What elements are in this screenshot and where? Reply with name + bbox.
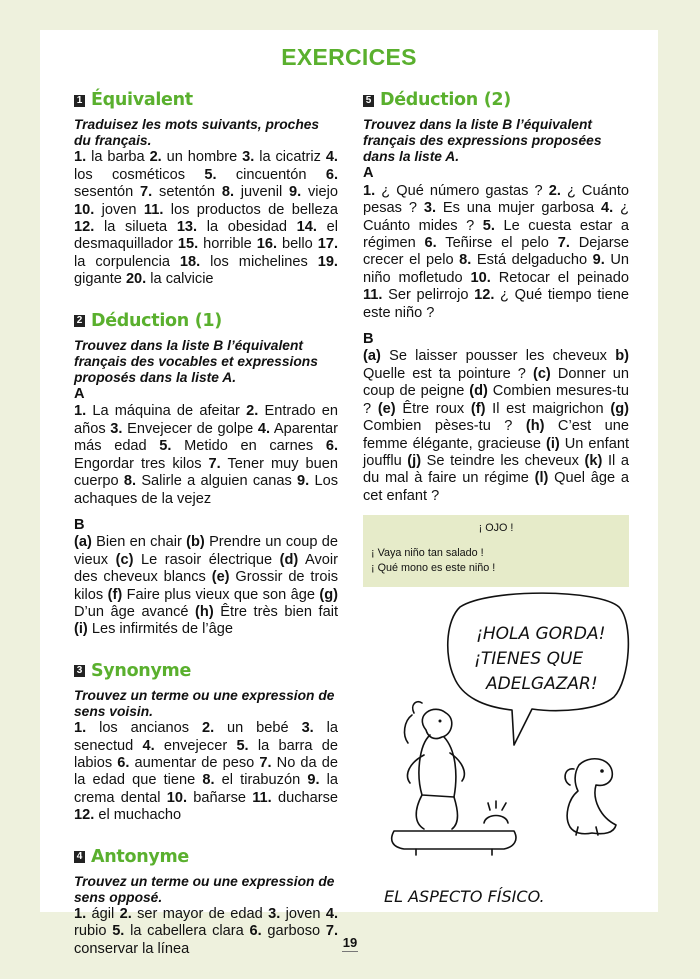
item-text: el muchacho [94, 807, 182, 824]
item-text: Envejecer de golpe [122, 420, 258, 437]
item-marker: 12. [74, 219, 95, 236]
scale [392, 831, 516, 849]
item-marker: 16. [256, 236, 278, 253]
instruction: Trouvez un terme ou une expression de sens opposé. [74, 874, 335, 905]
item-text: bello [277, 236, 318, 253]
item-text: cincuentón [216, 166, 326, 183]
item-marker: 3. [423, 200, 436, 217]
item-text: aumentar de peso [129, 754, 260, 771]
item-marker: 3. [110, 420, 123, 437]
item-text: el desmaquillador [74, 219, 338, 253]
item-marker: 5. [159, 438, 172, 455]
item-text: ¿ Qué tiempo tiene este niño ? [363, 287, 629, 321]
instruction: Trouvez dans la liste B l’équivalent français des vocables et expressions proposés dans la liste A. [74, 338, 318, 386]
exercise-list-a [74, 403, 338, 507]
item-marker: 1. [74, 720, 87, 737]
instruction: Traduisez les mots suivants, proches du français. [74, 117, 320, 149]
item-text: ducharse [271, 789, 338, 806]
item-marker: 6. [325, 438, 338, 455]
item-marker: 7. [208, 455, 221, 472]
list-b-label: B [363, 331, 374, 348]
item-text: Se laisser pousser les cheveux [380, 348, 616, 365]
item-marker: (g) [319, 586, 339, 603]
item-marker: (d) [469, 383, 488, 400]
item-text: C’est une femme élégante, gracieuse [363, 418, 629, 452]
item-marker: 11. [143, 201, 164, 218]
item-marker: 5. [204, 166, 217, 183]
item-marker: 10. [74, 201, 95, 218]
item-text: la crema dental [74, 772, 338, 806]
item-marker: 12. [474, 287, 495, 304]
item-marker: (e) [211, 569, 230, 586]
item-marker: 1. [74, 149, 87, 166]
item-text: un bebé [214, 720, 302, 737]
item-text: Il a du mal à faire un régime [363, 452, 629, 487]
item-text: ¿ Cuánto pesas ? [363, 182, 629, 217]
item-text: bañarse [187, 789, 253, 806]
item-text: Tener muy buen cuerpo [74, 455, 338, 490]
item-marker: 2. [119, 906, 132, 922]
item-text: Está delgaducho [471, 252, 593, 269]
item-text: conservar la línea [74, 940, 190, 957]
item-marker: 20. [125, 271, 147, 288]
cartoon-illustration [364, 585, 630, 915]
section-number: 5 [363, 95, 374, 107]
item-marker: (b) [186, 534, 205, 551]
item-marker: 2. [548, 182, 561, 199]
item-text: D’un âge avancé [74, 603, 196, 620]
section-number: 1 [74, 95, 85, 107]
item-text: Quelle est ta pointure ? [363, 365, 533, 382]
item-text: ¿ Cuánto mides ? [363, 200, 629, 234]
speech-line: ADELGAZAR! [486, 674, 598, 694]
item-marker: (j) [407, 452, 422, 469]
item-marker: (a) [363, 348, 381, 365]
item-text: la silueta [94, 219, 177, 236]
item-text: juvenil [234, 184, 289, 201]
item-marker: 6. [325, 166, 338, 183]
item-marker: (h) [195, 603, 214, 620]
item-text: Le cuesta estar a régimen [363, 217, 629, 252]
item-marker: 10. [470, 269, 491, 286]
item-marker: 2. [149, 149, 162, 166]
ojo-title: ¡ OJO ! [478, 522, 514, 535]
item-marker: (g) [610, 400, 629, 417]
item-text: el tirabuzón [214, 772, 308, 789]
ojo-line: ¡ Qué mono es este niño ! [371, 562, 496, 575]
item-marker: 18. [179, 253, 201, 270]
item-marker: 3. [268, 906, 281, 922]
item-marker: 5. [112, 923, 125, 940]
item-marker: 4. [325, 149, 338, 166]
item-marker: (k) [584, 452, 603, 469]
item-text: La máquina de afeitar [86, 403, 247, 420]
item-marker: 4. [325, 906, 339, 922]
item-marker: 5. [482, 217, 495, 234]
item-marker: 14. [296, 219, 317, 236]
item-text: viejo [301, 184, 338, 201]
item-marker: 8. [123, 473, 137, 490]
item-marker: 4. [601, 200, 614, 217]
item-marker: 9. [592, 252, 605, 269]
item-marker: 7. [325, 923, 338, 940]
item-text: garboso [261, 923, 326, 940]
item-marker: 5. [236, 737, 249, 754]
exercise-list-b [363, 348, 629, 505]
item-marker: 8. [202, 772, 215, 789]
item-text: la obesidad [197, 219, 297, 236]
item-text: joven [280, 906, 326, 922]
item-text: Les infirmités de l’âge [87, 621, 233, 638]
item-text: ¿ Qué número gastas ? [375, 182, 549, 199]
item-marker: 4. [257, 420, 271, 437]
item-text: la senectud [74, 720, 338, 754]
item-marker: 1. [74, 403, 87, 420]
item-marker: (l) [534, 470, 549, 487]
item-text: Faire plus vieux que son âge [122, 586, 320, 603]
item-marker: 6. [424, 235, 437, 252]
item-text: la barba [86, 149, 150, 166]
item-marker: 12. [74, 807, 95, 824]
item-text: Dejarse crecer el pelo [363, 235, 630, 269]
item-marker: 9. [289, 184, 302, 201]
speech-line: ¡HOLA GORDA! [476, 624, 606, 644]
person-figure [422, 709, 451, 738]
page-number-underline [342, 951, 358, 952]
item-marker: (f) [107, 586, 123, 603]
item-marker: (i) [74, 621, 88, 638]
item-marker: (h) [525, 418, 545, 435]
item-text: Grossir de trois kilos [74, 569, 338, 603]
cartoon-caption: EL ASPECTO FÍSICO. [384, 887, 545, 906]
item-text: Un enfant joufflu [363, 435, 630, 469]
item-marker: 4. [142, 737, 155, 754]
item-text: un hombre [161, 149, 243, 166]
list-a-label: A [363, 165, 374, 182]
section-header-deduction-2 [363, 92, 629, 109]
item-text: Le rasoir électrique [133, 551, 280, 568]
item-marker: 1. [74, 906, 87, 922]
item-marker: (f) [470, 400, 486, 417]
item-text: Retocar el peinado [490, 269, 629, 286]
exercise-list [74, 720, 338, 824]
item-text: los productos de belleza [163, 201, 338, 218]
item-marker: 9. [297, 473, 310, 490]
item-marker: 6. [117, 754, 130, 771]
item-text: setentón [152, 184, 222, 201]
section-header-synonyme [74, 660, 338, 681]
item-marker: 2. [246, 403, 259, 420]
section-title: Antonyme [91, 846, 189, 867]
item-text: Un niño mofletudo [363, 252, 629, 286]
item-marker: (e) [377, 400, 396, 417]
item-marker: (i) [545, 435, 560, 452]
exercise-list [74, 906, 338, 958]
section-number: 2 [74, 315, 85, 327]
item-text: la barra de labios [74, 737, 339, 771]
item-text: Engordar tres kilos [74, 455, 209, 472]
item-text: los ancianos [86, 720, 202, 737]
ojo-line: ¡ Vaya niño tan salado ! [371, 547, 484, 560]
exercise-list-b [74, 534, 338, 638]
item-marker: 19. [317, 253, 338, 270]
dog [567, 759, 616, 834]
item-marker: 7. [140, 184, 153, 201]
item-marker: 7. [557, 235, 570, 252]
item-text: sesentón [74, 184, 141, 201]
item-text: Prendre un coup de vieux [74, 534, 338, 568]
item-marker: 7. [259, 754, 272, 771]
item-text: Entrado en años [74, 403, 338, 437]
section-number: 4 [74, 851, 85, 863]
item-marker: 1. [363, 182, 376, 199]
item-text: Teñirse el pelo [436, 235, 558, 252]
item-text: la calvicie [146, 271, 214, 288]
item-marker: 8. [221, 184, 234, 201]
page [40, 30, 658, 957]
page-number: 19 [342, 935, 358, 950]
item-text: gigante [74, 271, 126, 288]
item-text: Metido en carnes [171, 438, 326, 455]
item-marker: 13. [176, 219, 198, 236]
item-text: envejecer [154, 737, 237, 754]
item-text: Avoir des cheveux blancs [74, 551, 338, 586]
list-b-label: B [74, 516, 85, 533]
section-title: Déduction (2) [380, 90, 511, 110]
item-text: Aparentar más edad [74, 420, 338, 455]
item-text: Bien en chair [91, 534, 187, 551]
item-text: Être roux [395, 400, 471, 417]
item-marker: b) [615, 348, 629, 365]
section-header-antonyme [74, 846, 338, 867]
item-text: la cicatriz [254, 149, 326, 166]
item-marker: (c) [532, 365, 551, 382]
section-number: 3 [74, 665, 85, 677]
speech-line: ¡TIENES QUE [474, 649, 584, 669]
item-text: Être très bien fait [213, 603, 338, 620]
item-marker: 6. [249, 923, 262, 940]
item-text: ágil [86, 906, 120, 922]
item-marker: 17. [317, 236, 339, 253]
item-text: los michelines [200, 253, 318, 270]
speech-bubble [448, 593, 629, 745]
item-marker: 9. [307, 772, 320, 789]
item-text: ser mayor de edad [131, 906, 269, 922]
item-text: joven [94, 201, 144, 218]
item-text: Ser pelirrojo [382, 287, 475, 304]
item-text: la cabellera clara [124, 923, 250, 940]
item-text: Combien pèses-tu ? [363, 418, 526, 435]
section-title: Équivalent [91, 90, 193, 110]
item-marker: 15. [177, 236, 199, 253]
item-marker: (a) [74, 534, 92, 551]
exercise-list-a [363, 183, 629, 322]
item-text: Salirle a alguien canas [136, 473, 298, 490]
item-text: Donner un coup de peigne [363, 365, 629, 400]
item-text: No da de la edad que tiene [74, 754, 339, 789]
left-column [74, 92, 338, 958]
ojo-note-box [363, 515, 629, 587]
item-text: la corpulencia [74, 253, 180, 270]
instruction: Trouvez un terme ou une expression de sens voisin. [74, 688, 335, 720]
item-marker: (d) [279, 551, 299, 568]
item-text: Los achaques de la vejez [74, 473, 338, 507]
item-marker: 11. [252, 789, 272, 806]
item-marker: 10. [166, 789, 188, 806]
item-text: los cosméticos [74, 166, 205, 183]
section-title: Déduction (1) [91, 310, 222, 331]
exercise-list [74, 149, 338, 288]
right-column [363, 92, 629, 587]
item-marker: (c) [115, 551, 134, 568]
item-marker: 3. [242, 149, 255, 166]
item-text: rubio [74, 923, 113, 940]
section-header-deduction-1 [74, 310, 338, 331]
item-text: Combien mesures-tu ? [363, 383, 629, 417]
item-text: Se teindre les cheveux [421, 452, 585, 469]
page-title: EXERCICES [281, 44, 417, 70]
item-marker: 3. [301, 720, 314, 737]
instruction: Trouvez dans la liste B l’équivalent français des expressions proposées dans la liste A. [363, 117, 602, 165]
section-header-equivalent [74, 92, 338, 109]
item-marker: 8. [459, 252, 472, 269]
item-text: Quel âge a cet enfant ? [363, 470, 629, 504]
item-text: horrible [198, 236, 257, 253]
item-text: Il est maigrichon [485, 400, 611, 417]
list-a-label: A [74, 386, 85, 403]
item-text: Es una mujer garbosa [436, 200, 602, 217]
item-marker: 2. [201, 720, 215, 737]
section-title: Synonyme [91, 660, 192, 681]
item-marker: 11. [363, 287, 383, 304]
